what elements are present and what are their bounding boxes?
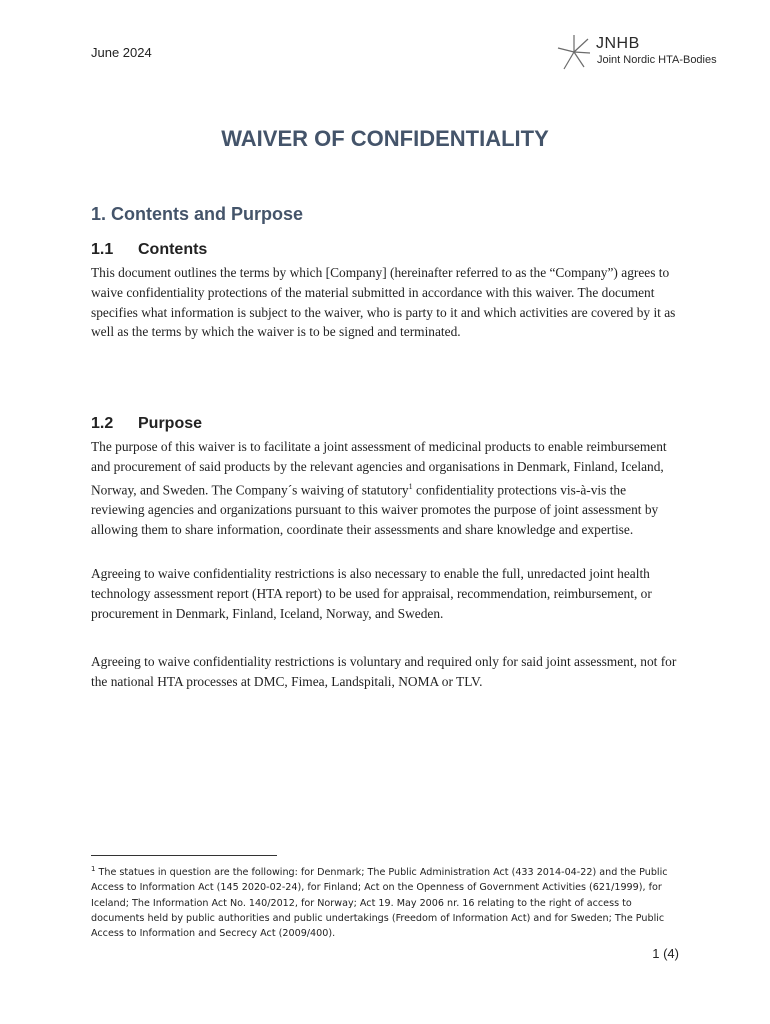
footnote-divider (91, 855, 277, 856)
voluntary-paragraph: Agreeing to waive confidentiality restrictions is voluntary and required only for said joint assessment, not for the national HTA processes at DMC, Fimea, Landspitali, NOMA or TLV. (91, 654, 677, 689)
page-number: 1 (4) (652, 946, 679, 961)
footnote (91, 862, 671, 941)
footnote-text: The statues in question are the following: for Denmark; The Public Administration Act (433 2014-04-22) and the Public Access to Information Act (145 2020-02-24), for Finland; Act on the Openness of Government Activities (621/1999), for Iceland; The Information Act No. 140/2012, for Norway; Act 19. May 2006 nr. 16 relating to the right of access to documents held by public authorities and public undertakings (Freedom of Information Act) and for Sweden; The Public Access to Information and Secrecy Act (2009/400). (91, 867, 668, 939)
document-title: WAIVER OF CONFIDENTIALITY (221, 126, 549, 151)
purpose-paragraph: The purpose of this waiver is to facilitate a joint assessment of medicinal products to enable reimbursement and procurement of said products by the relevant agencies and organisations in Denmark, Finland, Iceland, Norway, and Sweden. The Company´s waiving of statutory$^1$ confidentiality protections vis-à-vis the reviewing agencies and organizations pursuant to this waiver promotes the purpose of joint assessment by allowing them to share information, coordinate their assessments and share knowledge and expertise. (91, 439, 667, 537)
subsection-title: Contents (138, 241, 208, 258)
subsection-heading-contents (91, 241, 207, 259)
logo-subtitle: Joint Nordic HTA-Bodies (597, 54, 717, 66)
subsection-title: Purpose (138, 415, 203, 432)
subsection-heading-purpose (91, 415, 202, 433)
section-heading: 1. Contents and Purpose (91, 204, 304, 224)
document-date: June 2024 (91, 45, 152, 60)
subsection-number: 1.2 (91, 415, 114, 432)
logo-name: JNHB (596, 35, 640, 52)
subsection-number: 1.1 (91, 241, 114, 258)
hta-report-paragraph: Agreeing to waive confidentiality restrictions is also necessary to enable the full, unredacted joint health technology assessment report (HTA report) to be used for appraisal, recommendation, reimbursement, or procurement in Denmark, Finland, Iceland, Norway, and Sweden. (91, 566, 652, 621)
footnote-reference[interactable]: 1 (408, 481, 413, 491)
contents-paragraph: This document outlines the terms by which [Company] (hereinafter referred to as the “Company”) agrees to waive confidentiality protections of the material submitted in accordance with this waiver. The document specifies what information is subject to the waiver, who is party to it and which activities are covered by it as well as the terms by which the waiver is to be signed and terminated. (91, 265, 676, 340)
footnote-marker: 1 (91, 865, 96, 873)
jnhb-logo (556, 33, 746, 73)
star-burst-icon (556, 33, 592, 71)
